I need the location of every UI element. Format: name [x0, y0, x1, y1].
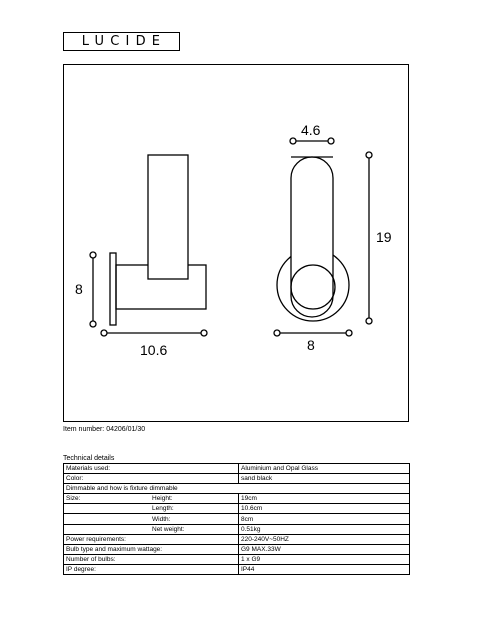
technical-details-table [63, 463, 410, 575]
row-sublabel: Length: [152, 505, 174, 513]
row-label: Bulb type and maximum wattage: [64, 544, 239, 554]
side-shade [148, 155, 188, 279]
item-number [63, 426, 145, 433]
front-top-width-label: 4.6 [301, 122, 321, 138]
side-depth-label: 10.6 [140, 342, 168, 358]
front-base-width-label: 8 [307, 337, 315, 353]
dimension-drawing [64, 65, 410, 423]
item-number-label: Item number: [63, 426, 105, 433]
row-label: Number of bulbs: [64, 554, 239, 564]
side-height-label: 8 [75, 281, 83, 297]
row-value: 1 x G9 [239, 554, 410, 564]
row-value: G9 MAX.33W [239, 544, 410, 554]
row-label [64, 504, 239, 514]
row-value: sand black [239, 474, 410, 484]
table-row [64, 564, 410, 574]
table-row [64, 524, 410, 534]
table-row [64, 554, 410, 564]
side-wallplate [110, 253, 116, 325]
front-height-label: 19 [376, 229, 392, 245]
row-label: Materials used: [64, 464, 239, 474]
row-label: Power requirements: [64, 534, 239, 544]
front-shade [291, 157, 333, 317]
row-label: Color: [64, 474, 239, 484]
lucide-logo: LUCIDE [63, 32, 180, 51]
row-value: IP44 [239, 564, 410, 574]
table-row [64, 534, 410, 544]
table-row [64, 514, 410, 524]
row-value: 8cm [239, 514, 410, 524]
row-value: 220-240V~50HZ [239, 534, 410, 544]
technical-details-title: Technical details [63, 455, 115, 462]
row-label: Dimmable and how is fixture dimmable [64, 484, 410, 494]
row-sublabel: Net weight: [152, 525, 185, 533]
item-number-value: 04206/01/30 [106, 426, 146, 433]
row-value: 10.6cm [239, 504, 410, 514]
table-row [64, 484, 410, 494]
row-label [64, 514, 239, 524]
row-label: IP degree: [64, 564, 239, 574]
table-row [64, 474, 410, 484]
row-group-label: Size: [66, 495, 81, 503]
row-label [64, 524, 239, 534]
row-value: Aluminium and Opal Glass [239, 464, 410, 474]
row-value: 0.51kg [239, 524, 410, 534]
row-sublabel: Width: [152, 515, 171, 523]
table-row [64, 494, 410, 504]
row-sublabel: Height: [152, 495, 173, 503]
row-label [64, 494, 239, 504]
table-row [64, 504, 410, 514]
table-row [64, 464, 410, 474]
row-value: 19cm [239, 494, 410, 504]
table-row [64, 544, 410, 554]
product-drawing [63, 64, 409, 422]
